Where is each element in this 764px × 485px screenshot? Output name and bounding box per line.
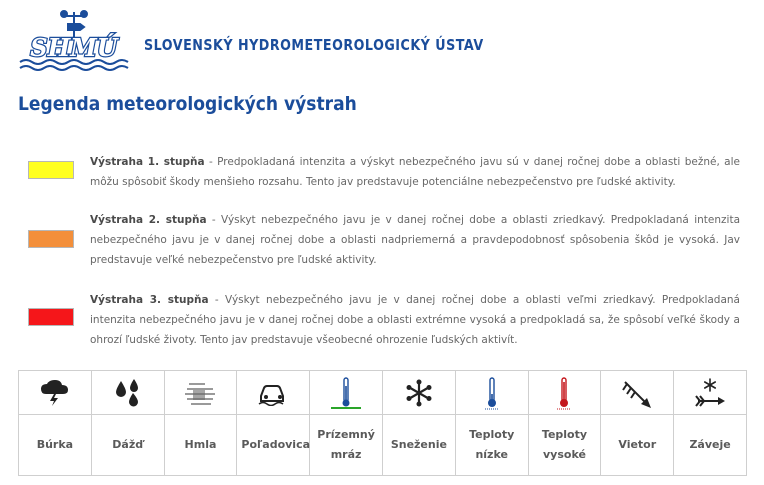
warning-level-1-description: - Predpokladaná intenzita a výskyt nebezpečného javu sú v danej ročnej dobe a oblasti bežné, ale môžu spôsobiť škody menšieho rozsahu. Tento jav predstavuje potenciálne nebezpečenstvo pre ľudské aktivity. [90, 156, 740, 188]
warning-level-2-swatch [28, 230, 74, 248]
phenomenon-label: Hmla [164, 415, 237, 476]
phenomenon-cell[interactable] [528, 371, 601, 415]
warning-level-3 [28, 290, 748, 360]
phenomena-table [18, 370, 747, 476]
phenomenon-label: Prízemný mráz [310, 415, 383, 476]
fog-icon [183, 380, 217, 406]
phenomenon-label: Vietor [601, 415, 674, 476]
snowdrift-icon [694, 377, 726, 409]
warning-level-1-swatch [28, 161, 74, 179]
organization-name: SLOVENSKÝ HYDROMETEOROLOGICKÝ ÚSTAV [144, 36, 484, 54]
phenomenon-cell[interactable] [19, 371, 92, 415]
icy-road-icon [257, 380, 289, 406]
phenomenon-cell[interactable] [674, 371, 747, 415]
site-header [18, 8, 758, 74]
warning-level-2-description: - Výskyt nebezpečného javu je v danej ročnej dobe a oblasti zriedkavý. Predpokladaná intenzita nebezpečného javu je v danej ročnej dobe a oblasti nadpriemerná a pravdepodobnosť spôsobenia škôd je vysoká. Jav predstavuje veľké nebezpečenstvo pre ľudské aktivity. [90, 214, 741, 266]
snowflake-icon [405, 379, 433, 407]
low-temperature-icon [475, 376, 509, 410]
phenomenon-label: Sneženie [382, 415, 455, 476]
phenomena-icons-row [19, 371, 747, 415]
warning-level-1-text [90, 152, 740, 192]
warning-level-3-title: Výstraha 3. stupňa [90, 294, 209, 306]
rain-icon [113, 379, 143, 407]
warning-level-2 [28, 210, 748, 280]
phenomenon-label: Teploty vysoké [528, 415, 601, 476]
phenomenon-cell[interactable] [382, 371, 455, 415]
phenomenon-label: Poľadovica [237, 415, 310, 476]
page-title: Legenda meteorologických výstrah [18, 93, 357, 115]
phenomenon-cell[interactable] [455, 371, 528, 415]
ground-frost-icon [329, 376, 363, 410]
logo-text: SHMÚ [30, 33, 118, 62]
warning-level-2-title: Výstraha 2. stupňa [90, 214, 207, 226]
shmu-logo[interactable] [18, 8, 130, 72]
warning-level-3-swatch [28, 308, 74, 326]
phenomena-labels-row [19, 415, 747, 476]
phenomenon-label: Teploty nízke [455, 415, 528, 476]
phenomenon-cell[interactable] [601, 371, 674, 415]
phenomenon-label: Búrka [19, 415, 92, 476]
warning-level-3-description: - Výskyt nebezpečného javu je v danej ročnej dobe a oblasti veľmi zriedkavý. Predpokladaná intenzita nebezpečného javu je v danej ročnej dobe a oblasti extrémne vysoká a predpokladá sa, že spôsobí veľké škody a ohrozí ľudské životy. Tento jav predstavuje všeobecné ohrozenie ľudských aktivít. [90, 294, 740, 346]
phenomenon-cell[interactable] [310, 371, 383, 415]
high-temperature-icon [547, 376, 581, 410]
warning-level-2-text [90, 210, 740, 270]
warning-level-1-title: Výstraha 1. stupňa [90, 156, 205, 168]
phenomenon-cell[interactable] [164, 371, 237, 415]
thunderstorm-icon [40, 380, 70, 406]
wind-icon [621, 378, 653, 408]
phenomenon-cell[interactable] [237, 371, 310, 415]
warning-level-3-text [90, 290, 740, 350]
phenomenon-label: Dážď [91, 415, 164, 476]
phenomenon-cell[interactable] [91, 371, 164, 415]
phenomenon-label: Záveje [674, 415, 747, 476]
